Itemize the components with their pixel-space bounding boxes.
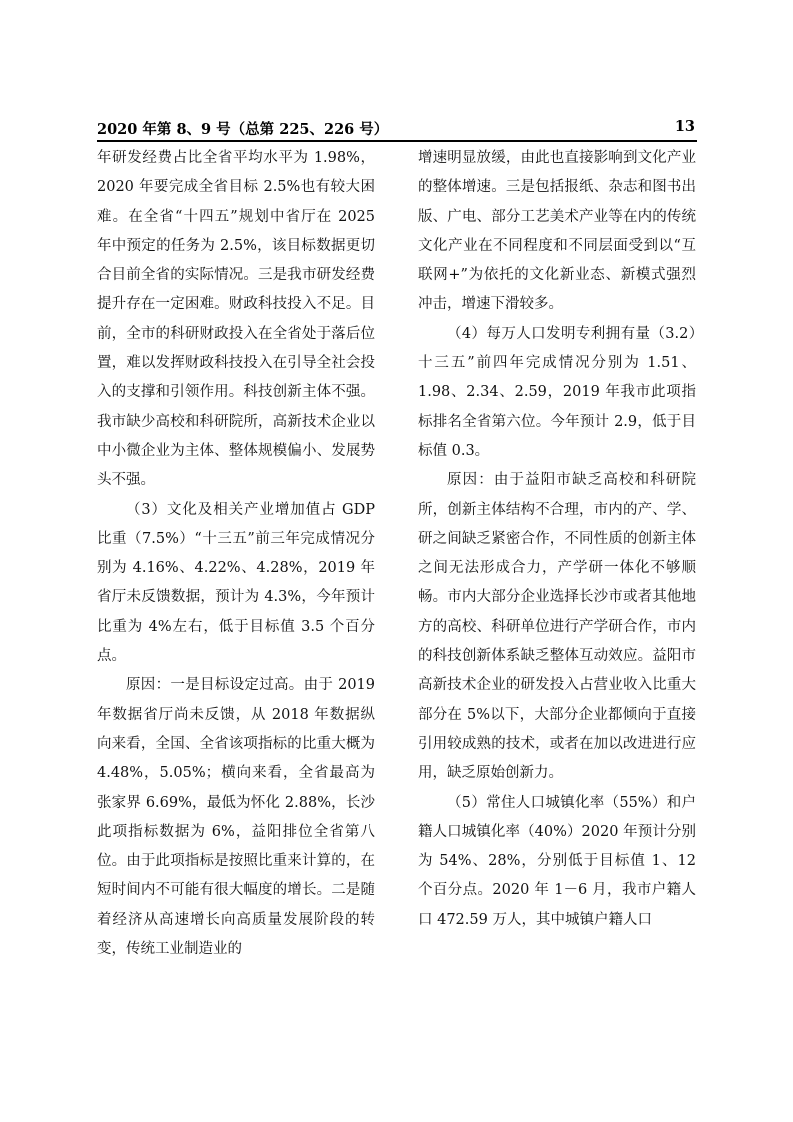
paragraph-culture-reasons-cont: 增速明显放缓，由此也直接影响到文化产业的整体增速。三是包括报纸、杂志和图书出版、广电、部分工艺美术产业等在内的传统文化产业在不同程度和不同层面受到以“互联网+”为依托的文化新业态、新模式强烈冲击，增速下滑较多。 xyxy=(418,150,696,313)
page-header xyxy=(97,116,697,142)
paragraph-continuation: 年研发经费占比全省平均水平为 1.98%，2020 年要完成全省目标 2.5%也有较大困难。在全省“十四五”规划中省厅在 2025 年中预定的任务为 2.5%，该目标数据更切合目前全省的实际情况。三是我市研发经费提升存在一定困难。财政科技投入不足。目前，全市的科研财政投入在全省处于落后位置，难以发挥财政科技投入在引导全社会投入的支撑和引领作用。科技创新主体不强。我市缺少高校和科研院所，高新技术企业以中小微企业为主体、整体规模偏小、发展势头不强。 xyxy=(97,150,375,489)
issue-info: 2020 年第 8、9 号（总第 225、226 号） xyxy=(97,121,389,138)
paragraph-patents-reasons: 原因：由于益阳市缺乏高校和科研院所，创新主体结构不合理，市内的产、学、研之间缺乏紧密合作，不同性质的创新主体之间无法形成合力，产学研一体化不够顺畅。市内大部分企业选择长沙市或者其他地方的高校、科研单位进行产学研合作，市内的科技创新体系缺乏整体互动效应。益阳市高新技术企业的研发投入占营业收入比重大部分在 5%以下，大部分企业都倾向于直接引用较成熟的技术，或者在加以改进进行应用，缺乏原始创新力。 xyxy=(418,472,696,782)
right-column xyxy=(418,144,696,935)
page-number: 13 xyxy=(674,118,695,135)
paragraph-patents: （4）每万人口发明专利拥有量（3.2）十三五”前四年完成情况分别为 1.51、1.98、2.34、2.59，2019 年我市此项指标排名全省第六位。今年预计 2.9，低于目标值 0.3。 xyxy=(418,325,696,459)
paragraph-urbanization: （5）常住人口城镇化率（55%）和户籍人口城镇化率（40%）2020 年预计分别为 54%、28%，分别低于目标值 1、12 个百分点。2020 年 1－6 月，我市户籍人口 472.59 万人，其中城镇户籍人口 xyxy=(418,794,696,928)
left-column xyxy=(97,144,375,964)
paragraph-culture-reasons: 原因：一是目标设定过高。由于 2019 年数据省厅尚未反馈，从 2018 年数据纵向来看，全国、全省该项指标的比重大概为 4.48%，5.05%；横向来看，全省最高为张家界 6.69%，最低为怀化 2.88%，长沙此项指标数据为 6%，益阳排位全省第八位。由于此项指标是按照比重来计算的，在短时间内不可能有很大幅度的增长。二是随着经济从高速增长向高质量发展阶段的转变，传统工业制造业的 xyxy=(97,677,375,958)
paragraph-culture-industry: （3）文化及相关产业增加值占 GDP 比重（7.5%）“十三五”前三年完成情况分别为 4.16%、4.22%、4.28%，2019 年省厅未反馈数据，预计为 4.3%，今年预计比重为 4%左右，低于目标值 3.5 个百分点。 xyxy=(97,501,375,665)
